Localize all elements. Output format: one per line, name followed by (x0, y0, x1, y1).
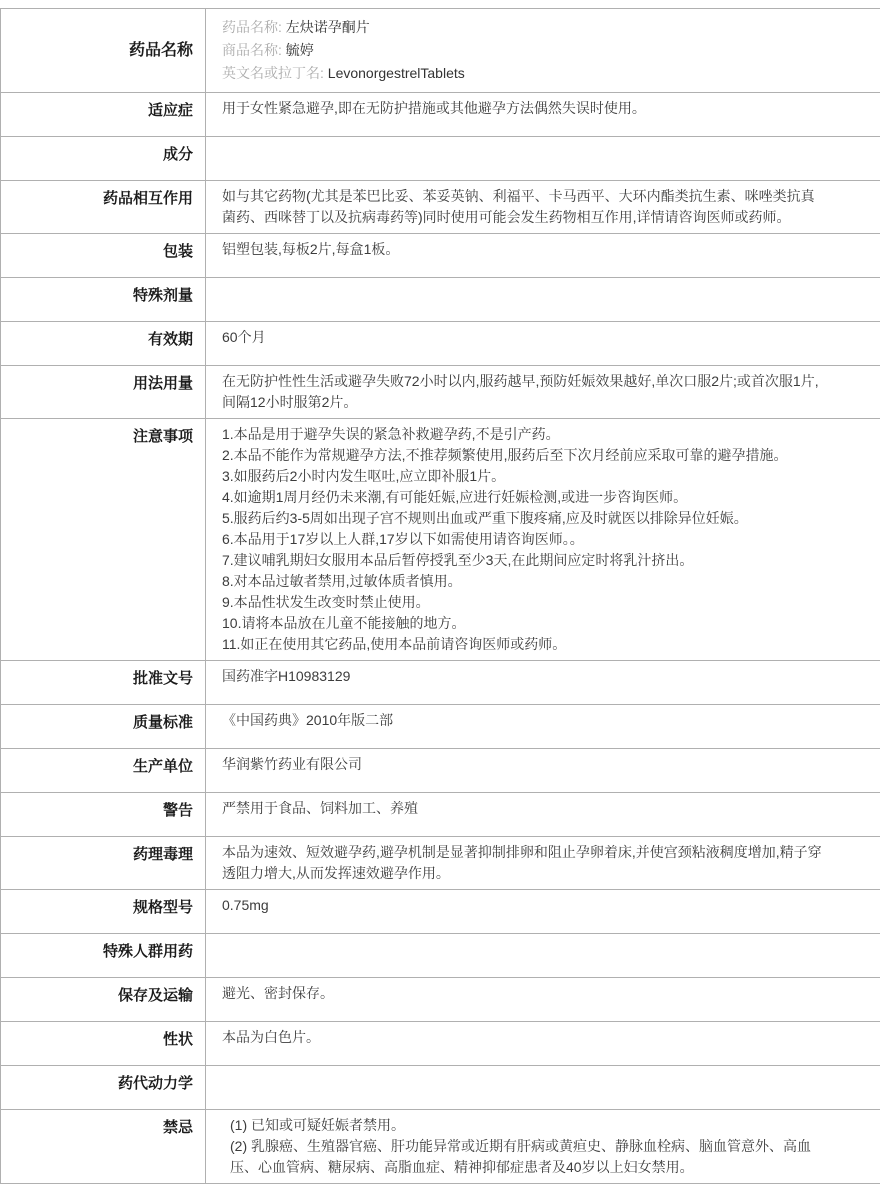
row-value-storage-transport: 避光、密封保存。 (206, 978, 880, 1022)
row-label-drug-interactions: 药品相互作用 (1, 181, 206, 234)
row-value-special-population-medication (206, 934, 880, 978)
text-line: 9.本品性状发生改变时禁止使用。 (222, 592, 822, 613)
row-label-quality-standard: 质量标准 (1, 705, 206, 749)
table-row-validity-period (1, 322, 880, 366)
row-label-approval-number: 批准文号 (1, 661, 206, 705)
row-label-ingredients: 成分 (1, 137, 206, 181)
table-row-pharmacokinetics (1, 1066, 880, 1110)
table-row-packaging (1, 234, 880, 278)
row-value-validity-period: 60个月 (206, 322, 880, 366)
table-row-manufacturer (1, 749, 880, 793)
row-value-pharmacokinetics (206, 1066, 880, 1110)
table-row-approval-number (1, 661, 880, 705)
row-label-special-population-medication: 特殊人群用药 (1, 934, 206, 978)
row-label-pharmacology-toxicology: 药理毒理 (1, 837, 206, 890)
text-line: 2.本品不能作为常规避孕方法,不推荐频繁使用,服药后至下次月经前应采取可靠的避孕措施。 (222, 445, 822, 466)
text-line: 11.如正在使用其它药品,使用本品前请咨询医师或药师。 (222, 634, 822, 655)
table-row-contraindications (1, 1110, 880, 1184)
row-label-manufacturer: 生产单位 (1, 749, 206, 793)
text-line: (2) 乳腺癌、生殖器官癌、肝功能异常或近期有肝病或黄疸史、静脉血栓病、脑血管意外、高血压、心血管病、糖尿病、高脂血症、精神抑郁症患者及40岁以上妇女禁用。 (230, 1136, 822, 1178)
row-label-special-dosage: 特殊剂量 (1, 278, 206, 322)
row-label-properties: 性状 (1, 1022, 206, 1066)
text-line: 6.本品用于17岁以上人群,17岁以下如需使用请咨询医师。。 (222, 529, 822, 550)
row-label-warning: 警告 (1, 793, 206, 837)
row-value-quality-standard: 《中国药典》2010年版二部 (206, 705, 880, 749)
row-label-specification: 规格型号 (1, 890, 206, 934)
text-line: 7.建议哺乳期妇女服用本品后暂停授乳至少3天,在此期间应定时将乳汁挤出。 (222, 550, 822, 571)
drug-info-table (0, 8, 880, 1184)
table-row-drug-name (1, 9, 880, 93)
table-row-drug-interactions (1, 181, 880, 234)
row-label-validity-period: 有效期 (1, 322, 206, 366)
row-value-packaging: 铝塑包装,每板2片,每盒1板。 (206, 234, 880, 278)
table-row-dosage-administration (1, 366, 880, 419)
table-row-specification (1, 890, 880, 934)
table-row-properties (1, 1022, 880, 1066)
row-label-storage-transport: 保存及运输 (1, 978, 206, 1022)
row-label-indications: 适应症 (1, 93, 206, 137)
row-value-drug-interactions: 如与其它药物(尤其是苯巴比妥、苯妥英钠、利福平、卡马西平、大环内酯类抗生素、咪唑类抗真菌药、西咪替丁以及抗病毒药等)同时使用可能会发生药物相互作用,详情请咨询医师或药师。 (206, 181, 880, 234)
row-value-warning: 严禁用于食品、饲料加工、养殖 (206, 793, 880, 837)
row-value-manufacturer: 华润紫竹药业有限公司 (206, 749, 880, 793)
row-label-pharmacokinetics: 药代动力学 (1, 1066, 206, 1110)
row-value-contraindications (206, 1110, 880, 1184)
field-key: 药品名称: (222, 19, 282, 35)
table-row-warning (1, 793, 880, 837)
row-label-dosage-administration: 用法用量 (1, 366, 206, 419)
field-value: 毓婷 (286, 42, 314, 58)
table-row-storage-transport (1, 978, 880, 1022)
row-value-drug-name (206, 9, 880, 93)
row-value-properties: 本品为白色片。 (206, 1022, 880, 1066)
row-value-specification: 0.75mg (206, 890, 880, 934)
row-value-special-dosage (206, 278, 880, 322)
table-row-indications (1, 93, 880, 137)
table-row-special-dosage (1, 278, 880, 322)
text-line: 3.如服药后2小时内发生呕吐,应立即补服1片。 (222, 466, 822, 487)
field-generic-name (222, 16, 822, 39)
row-value-dosage-administration: 在无防护性性生活或避孕失败72小时以内,服药越早,预防妊娠效果越好,单次口服2片;或首次服1片,间隔12小时服第2片。 (206, 366, 880, 419)
row-label-drug-name: 药品名称 (1, 9, 206, 93)
row-label-contraindications: 禁忌 (1, 1110, 206, 1184)
row-value-approval-number: 国药准字H10983129 (206, 661, 880, 705)
row-label-precautions: 注意事项 (1, 419, 206, 661)
field-key: 商品名称: (222, 42, 282, 58)
field-trade-name (222, 39, 822, 62)
row-value-pharmacology-toxicology: 本品为速效、短效避孕药,避孕机制是显著抑制排卵和阻止孕卵着床,并使宫颈粘液稠度增加,精子穿透阻力增大,从而发挥速效避孕作用。 (206, 837, 880, 890)
row-label-packaging: 包装 (1, 234, 206, 278)
row-value-ingredients (206, 137, 880, 181)
text-line: 10.请将本品放在儿童不能接触的地方。 (222, 613, 822, 634)
text-line: 5.服药后约3-5周如出现子宫不规则出血或严重下腹疼痛,应及时就医以排除异位妊娠。 (222, 508, 822, 529)
field-key: 英文名或拉丁名: (222, 65, 324, 81)
text-line: (1) 已知或可疑妊娠者禁用。 (230, 1115, 822, 1136)
field-english-name (222, 62, 822, 85)
text-line: 1.本品是用于避孕失误的紧急补救避孕药,不是引产药。 (222, 424, 822, 445)
text-line: 8.对本品过敏者禁用,过敏体质者慎用。 (222, 571, 822, 592)
row-value-indications: 用于女性紧急避孕,即在无防护措施或其他避孕方法偶然失误时使用。 (206, 93, 880, 137)
table-row-pharmacology-toxicology (1, 837, 880, 890)
table-row-ingredients (1, 137, 880, 181)
table-row-special-population-medication (1, 934, 880, 978)
table-row-precautions (1, 419, 880, 661)
row-value-precautions (206, 419, 880, 661)
field-value: LevonorgestrelTablets (328, 65, 465, 81)
field-value: 左炔诺孕酮片 (286, 19, 370, 35)
text-line: 4.如逾期1周月经仍未来潮,有可能妊娠,应进行妊娠检测,或进一步咨询医师。 (222, 487, 822, 508)
table-row-quality-standard (1, 705, 880, 749)
